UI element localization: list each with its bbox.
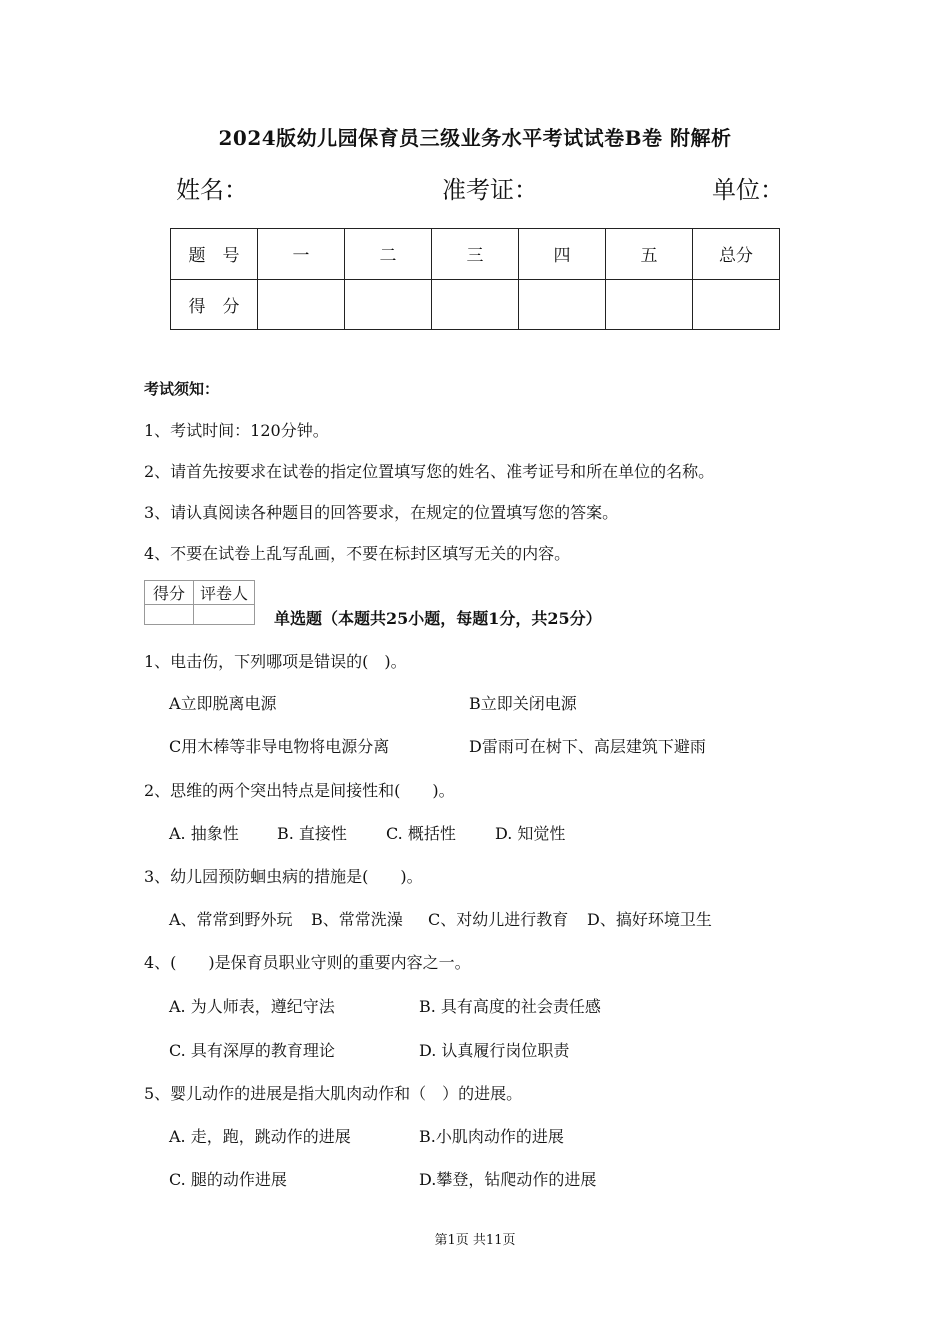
score-table-cell: 一 [258, 229, 345, 280]
question-stem: 2、思维的两个突出特点是间接性和( )。 [144, 781, 455, 800]
answer-option[interactable]: A立即脱离电源 [169, 694, 277, 713]
instruction-item: 4、不要在试卷上乱写乱画，不要在标封区填写无关的内容。 [144, 544, 571, 563]
question-stem: 4、( )是保育员职业守则的重要内容之一。 [144, 953, 471, 972]
score-table-cell: 题 号 [171, 229, 258, 280]
answer-option[interactable]: B立即关闭电源 [469, 694, 577, 713]
grader-score-label: 得分 [145, 581, 194, 605]
answer-option[interactable]: D. 知觉性 [495, 824, 566, 843]
answer-option[interactable]: B.小肌肉动作的进展 [419, 1127, 564, 1146]
answer-option[interactable]: C. 概括性 [386, 824, 456, 843]
grader-name-cell[interactable] [194, 605, 255, 625]
score-table-header-row [171, 229, 780, 280]
question-stem: 1、电击伤，下列哪项是错误的( )。 [144, 652, 407, 671]
answer-option[interactable]: D、搞好环境卫生 [587, 910, 712, 929]
answer-option[interactable]: B. 直接性 [277, 824, 347, 843]
score-input-cell[interactable] [432, 279, 519, 330]
answer-option[interactable]: C用木棒等非导电物将电源分离 [169, 737, 390, 756]
answer-option[interactable]: A. 走，跑，跳动作的进展 [169, 1127, 351, 1146]
answer-option[interactable]: D. 认真履行岗位职责 [419, 1041, 570, 1060]
answer-option[interactable]: C. 腿的动作进展 [169, 1170, 287, 1189]
grader-score-cell[interactable] [145, 605, 194, 625]
answer-option[interactable]: C. 具有深厚的教育理论 [169, 1041, 335, 1060]
answer-option[interactable]: C、对幼儿进行教育 [428, 910, 569, 929]
score-table-cell: 五 [606, 229, 693, 280]
exam-id-label: 准考证： [442, 176, 538, 204]
answer-option[interactable]: A. 抽象性 [169, 824, 239, 843]
answer-option[interactable]: A. 为人师表，遵纪守法 [169, 997, 335, 1016]
instruction-item: 3、请认真阅读各种题目的回答要求，在规定的位置填写您的答案。 [144, 503, 619, 522]
instruction-item: 2、请首先按要求在试卷的指定位置填写您的姓名、准考证号和所在单位的名称。 [144, 462, 715, 481]
answer-option[interactable]: A、常常到野外玩 [169, 910, 293, 929]
name-label: 姓名： [176, 176, 248, 204]
answer-option[interactable]: D雷雨可在树下、高层建筑下避雨 [469, 737, 706, 756]
score-table-score-row [171, 279, 780, 330]
score-table-cell: 四 [519, 229, 606, 280]
score-table-cell: 得 分 [171, 279, 258, 330]
score-input-cell[interactable] [345, 279, 432, 330]
answer-option[interactable]: B、常常洗澡 [311, 910, 403, 929]
answer-option[interactable]: D.攀登，钻爬动作的进展 [419, 1170, 597, 1189]
score-input-cell[interactable] [693, 279, 780, 330]
grader-name-label: 评卷人 [194, 581, 255, 605]
score-table-cell: 二 [345, 229, 432, 280]
instructions-heading: 考试须知： [144, 380, 220, 398]
score-input-cell[interactable] [606, 279, 693, 330]
unit-label: 单位： [712, 176, 784, 204]
score-table-cell: 三 [432, 229, 519, 280]
page-title: 2024版幼儿园保育员三级业务水平考试试卷B卷 附解析 [218, 126, 732, 150]
question-stem: 3、幼儿园预防蛔虫病的措施是( )。 [144, 867, 423, 886]
page-footer: 第1页 共11页 [434, 1233, 516, 1248]
grader-box [144, 580, 255, 625]
score-input-cell[interactable] [258, 279, 345, 330]
answer-option[interactable]: B. 具有高度的社会责任感 [419, 997, 601, 1016]
section-title: 单选题（本题共25小题，每题1分，共25分） [274, 609, 602, 628]
score-table [170, 228, 780, 330]
instruction-item: 1、考试时间：120分钟。 [144, 421, 329, 440]
question-stem: 5、婴儿动作的进展是指大肌肉动作和（ ）的进展。 [144, 1084, 523, 1103]
score-table-cell: 总分 [693, 229, 780, 280]
score-input-cell[interactable] [519, 279, 606, 330]
